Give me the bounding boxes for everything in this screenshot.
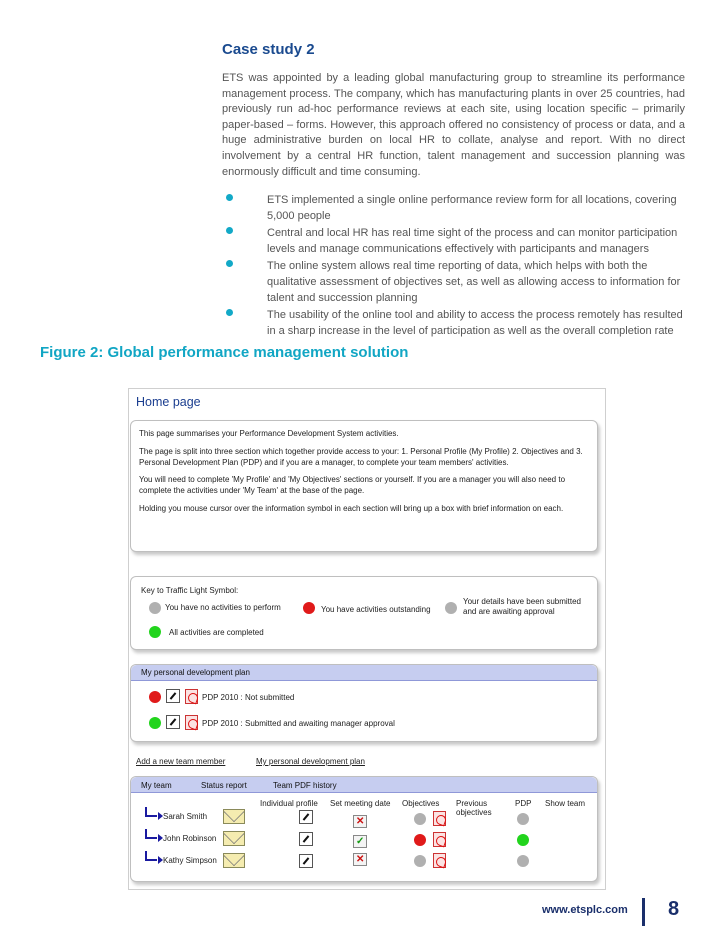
key-grey-label: You have no activities to perform bbox=[165, 603, 281, 612]
bullet-text: The online system allows real time reporting of data, which helps with both the qualitative assessment of objectives set, as well as allowing access to information for talent and succession planning bbox=[267, 260, 681, 304]
team-member-name[interactable]: John Robinson bbox=[163, 834, 217, 843]
edit-icon[interactable] bbox=[299, 810, 313, 824]
key-red-label: You have activities outstanding bbox=[321, 605, 431, 614]
envelope-icon[interactable] bbox=[223, 831, 245, 846]
key-submitted-label-1: Your details have been submitted bbox=[463, 597, 582, 606]
pdp-panel-header: My personal development plan bbox=[131, 665, 597, 681]
pdp-row-label: PDP 2010 : Submitted and awaiting manager approval bbox=[202, 719, 395, 728]
my-pdp-link[interactable]: My personal development plan bbox=[256, 757, 365, 766]
pdf-icon[interactable] bbox=[433, 811, 446, 826]
bullet-text: Central and local HR has real time sight of the process and can monitor participation levels and manage communications effectively with participants and managers bbox=[267, 227, 678, 255]
bullet-item bbox=[222, 226, 685, 257]
bullet-text: ETS implemented a single online performance review form for all locations, covering 5,000 people bbox=[267, 194, 677, 222]
calendar-icon[interactable]: ✕ bbox=[353, 853, 367, 866]
traffic-light-key-panel bbox=[130, 576, 598, 650]
green-status-icon bbox=[149, 626, 161, 638]
column-header: Objectives bbox=[402, 799, 440, 808]
green-status-icon bbox=[149, 717, 161, 729]
bullet-item bbox=[222, 259, 685, 306]
team-member-name[interactable]: Sarah Smith bbox=[163, 812, 208, 821]
bullet-icon bbox=[226, 227, 233, 234]
grey-status-icon bbox=[517, 813, 529, 825]
edit-icon[interactable] bbox=[299, 854, 313, 868]
edit-icon[interactable] bbox=[166, 715, 180, 729]
pdp-panel bbox=[130, 664, 598, 742]
arrow-icon bbox=[145, 851, 157, 861]
tab-team-pdf-history[interactable]: Team PDF history bbox=[273, 781, 337, 790]
intro-text: Holding you mouse cursor over the information symbol in each section will bring up a box with brief information on each. bbox=[139, 503, 564, 513]
footer-url[interactable]: www.etsplc.com bbox=[542, 904, 628, 916]
tab-my-team[interactable]: My team bbox=[141, 781, 172, 790]
pdf-icon[interactable] bbox=[185, 715, 198, 730]
arrow-icon bbox=[145, 807, 157, 817]
home-page-title: Home page bbox=[136, 395, 201, 409]
case-study-paragraph: ETS was appointed by a leading global manufacturing group to streamline its performance management process. The company, which has manufacturing plants in over 25 countries, had previously run ad-hoc performance reviews at each site, using location specific – primarily paper-based – forms. However, this approach offered no consistency of process or data, and a huge administrative burden on local HR to collate, analyse and report. With no direct involvement by a central HR function, talent management and succession planning was enormously difficult and time consuming. bbox=[222, 72, 685, 178]
intro-text: You will need to complete 'My Profile' and 'My Objectives' sections or yourself. If you are a manager you will also need to complete the activities under 'My Team' at the base of the page. bbox=[139, 475, 566, 496]
edit-icon[interactable] bbox=[299, 832, 313, 846]
intro-text: The page is split into three section which together provide access to your: 1. Personal Profile (My Profile) 2. Objectives and 3. Personal Development Plan (PDP) and if you are a manager, to complete your team members' activities. bbox=[139, 446, 583, 467]
arrow-icon bbox=[145, 829, 157, 839]
red-status-icon bbox=[149, 691, 161, 703]
green-status-icon bbox=[517, 834, 529, 846]
case-study-bullets bbox=[222, 193, 685, 341]
intro-panel bbox=[130, 420, 598, 552]
pdf-icon[interactable] bbox=[433, 832, 446, 847]
column-header: Set meeting date bbox=[330, 799, 391, 808]
grey-status-icon bbox=[445, 602, 457, 614]
red-status-icon bbox=[303, 602, 315, 614]
column-header: Previous objectives bbox=[456, 799, 492, 817]
column-header: Individual profile bbox=[260, 799, 318, 808]
red-status-icon bbox=[414, 834, 426, 846]
intro-text: This page summarises your Performance Development System activities. bbox=[139, 429, 399, 438]
pdp-row-label: PDP 2010 : Not submitted bbox=[202, 693, 295, 702]
bullet-item bbox=[222, 193, 685, 224]
bullet-icon bbox=[226, 260, 233, 267]
grey-status-icon bbox=[149, 602, 161, 614]
page-number: 8 bbox=[668, 898, 680, 920]
pdf-icon[interactable] bbox=[185, 689, 198, 704]
grey-status-icon bbox=[414, 855, 426, 867]
column-header: PDP bbox=[515, 799, 532, 808]
key-submitted-label-2: and are awaiting approval bbox=[463, 607, 555, 616]
team-panel bbox=[130, 776, 598, 882]
envelope-icon[interactable] bbox=[223, 809, 245, 824]
footer-divider bbox=[642, 898, 645, 926]
edit-icon[interactable] bbox=[166, 689, 180, 703]
calendar-icon[interactable]: ✕ bbox=[353, 815, 367, 828]
column-header: Show team bbox=[545, 799, 586, 808]
key-green-label: All activities are completed bbox=[169, 628, 264, 637]
envelope-icon[interactable] bbox=[223, 853, 245, 868]
case-study-title: Case study 2 bbox=[222, 41, 315, 58]
team-tabs bbox=[131, 777, 597, 793]
bullet-text: The usability of the online tool and ability to access the process remotely has resulted in a sharp increase in the level of participation as well as the overall completion rate bbox=[267, 309, 683, 337]
bullet-icon bbox=[226, 194, 233, 201]
key-title: Key to Traffic Light Symbol: bbox=[141, 586, 239, 595]
grey-status-icon bbox=[517, 855, 529, 867]
tab-status-report[interactable]: Status report bbox=[201, 781, 247, 790]
grey-status-icon bbox=[414, 813, 426, 825]
add-team-member-link[interactable]: Add a new team member bbox=[136, 757, 226, 766]
team-member-name[interactable]: Kathy Simpson bbox=[163, 856, 217, 865]
pdf-icon[interactable] bbox=[433, 853, 446, 868]
figure-title: Figure 2: Global performance management solution bbox=[40, 344, 409, 361]
bullet-item bbox=[222, 308, 685, 339]
calendar-check-icon[interactable]: ✓ bbox=[353, 835, 367, 848]
bullet-icon bbox=[226, 309, 233, 316]
